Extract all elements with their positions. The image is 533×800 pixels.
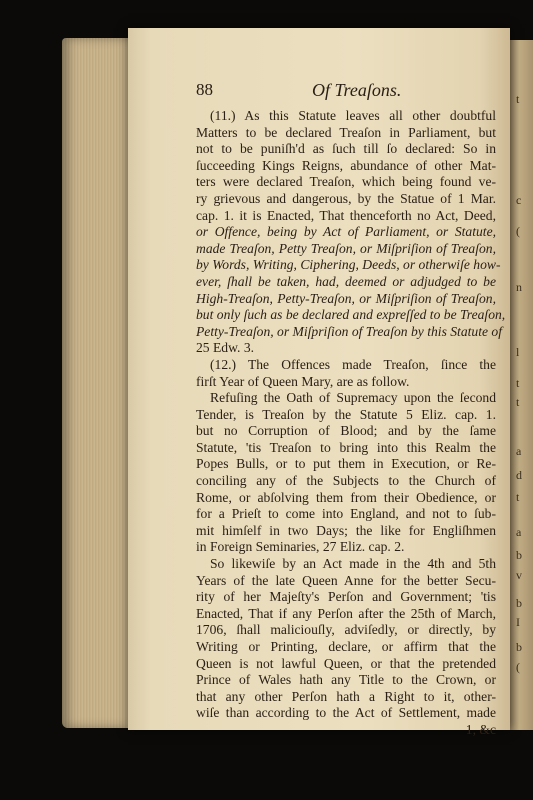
text-line: So likewiſe by an Act made in the 4th and 5th <box>210 556 496 572</box>
text-line: Years of the late Queen Anne for the better Secu- <box>196 572 496 588</box>
adjacent-letter: t <box>516 92 520 106</box>
text-line: 25 Edw. 3. <box>196 340 255 356</box>
body-text <box>196 108 506 739</box>
text-line: 1, &c <box>465 721 496 737</box>
adjacent-letter: ( <box>516 660 520 674</box>
adjacent-letter: l <box>516 345 520 359</box>
adjacent-letter: b <box>516 548 522 562</box>
adjacent-letter: t <box>516 376 520 390</box>
text-line: Matters to be declared Treaſon in Parliament, but <box>196 124 496 140</box>
text-line: Statute, 'tis Treaſon to bring into this Realm the <box>196 439 496 455</box>
text-line: Rome, or abſolving them from their Obedience, or <box>196 489 496 505</box>
text-line: ever, ſhall be taken, had, deemed or adjudged to be <box>196 273 496 289</box>
adjacent-letter: I <box>516 615 520 629</box>
adjacent-letter: n <box>516 280 522 294</box>
text-line: 1706, ſhall maliciouſly, adviſedly, or directly, by <box>196 622 496 638</box>
text-line: for a Prieſt to come into England, and not to ſub- <box>196 506 496 522</box>
adjacent-letter: t <box>516 395 520 409</box>
text-line: (12.) The Offences made Treaſon, ſince the <box>210 356 496 372</box>
text-line: Enacted, That if any Perſon after the 25th of March, <box>196 605 496 621</box>
text-line: rity of her Majeſty's Perſon and Government; 'tis <box>196 589 496 605</box>
text-line: Popes Bulls, or to put them in Execution, or Re- <box>196 456 496 472</box>
page-text <box>196 80 506 739</box>
page-number: 88 <box>196 80 213 99</box>
text-line: in Foreign Seminaries, 27 Eliz. cap. 2. <box>196 539 405 555</box>
text-line: (11.) As this Statute leaves all other doubtful <box>210 108 496 123</box>
text-line: cap. 1. it is Enacted, That thenceforth no Act, Deed, <box>196 207 496 223</box>
adjacent-letter: ( <box>516 224 520 238</box>
text-line: by Words, Writing, Ciphering, Deeds, or otherwiſe how- <box>196 257 501 273</box>
adjacent-letter: b <box>516 596 522 610</box>
text-line: firſt Year of Queen Mary, are as follow. <box>196 373 410 389</box>
text-line: Prince of Wales hath any Title to the Crown, or <box>196 672 496 688</box>
adjacent-letter: t <box>516 490 520 504</box>
text-line: or Offence, being by Act of Parliament, or Statute, <box>196 224 496 240</box>
text-line: conciling any of the Subjects to the Church of <box>196 473 496 489</box>
adjacent-letter: a <box>516 525 522 539</box>
text-line: Queen is not lawful Queen, or that the pretended <box>196 655 496 671</box>
text-line: Petty-Treaſon, or Miſpriſion of Treaſon by this Statute of <box>196 323 502 339</box>
text-line: but only ſuch as be declared and expreſſed to be Treaſon, <box>196 307 506 323</box>
page-header <box>196 82 496 106</box>
adjacent-letter: a <box>516 444 522 458</box>
adjacent-page-strip <box>508 40 533 730</box>
text-line: mit himſelf in two Days; the like for Engliſhmen <box>196 522 496 538</box>
text-line: but no Corruption of Blood; and by the ſame <box>196 423 496 439</box>
text-line: Tender, is Treaſon by the Statute 5 Eliz. cap. 1. <box>196 406 496 422</box>
running-title: Of Treaſons. <box>312 80 402 100</box>
text-line: High-Treaſon, Petty-Treaſon, or Miſpriſion of Treaſon, <box>196 290 496 306</box>
text-line: ters were declared Treaſon, which being found ve- <box>196 174 496 190</box>
text-line: made Treaſon, Petty Treaſon, or Miſpriſion of Treaſon, <box>196 240 496 256</box>
adjacent-letter: v <box>516 568 522 582</box>
text-line: ſucceeding Kings Reigns, abundance of other Mat- <box>196 157 496 173</box>
adjacent-letter: d <box>516 468 522 482</box>
text-line: not to be puniſh'd as ſuch till ſo declared: So in <box>196 141 496 157</box>
text-line: wiſe than according to the Act of Settlement, made <box>196 705 496 721</box>
text-line: that any other Perſon hath a Right to it, other- <box>196 688 496 704</box>
text-line: ry grievous and dangerous, by the Statue of 1 Mar. <box>196 190 496 206</box>
text-line: Writing or Printing, declare, or affirm that the <box>196 639 496 654</box>
adjacent-letter: c <box>516 193 522 207</box>
adjacent-letter: b <box>516 640 522 654</box>
text-line: Refuſing the Oath of Supremacy upon the ſecond <box>210 390 496 406</box>
